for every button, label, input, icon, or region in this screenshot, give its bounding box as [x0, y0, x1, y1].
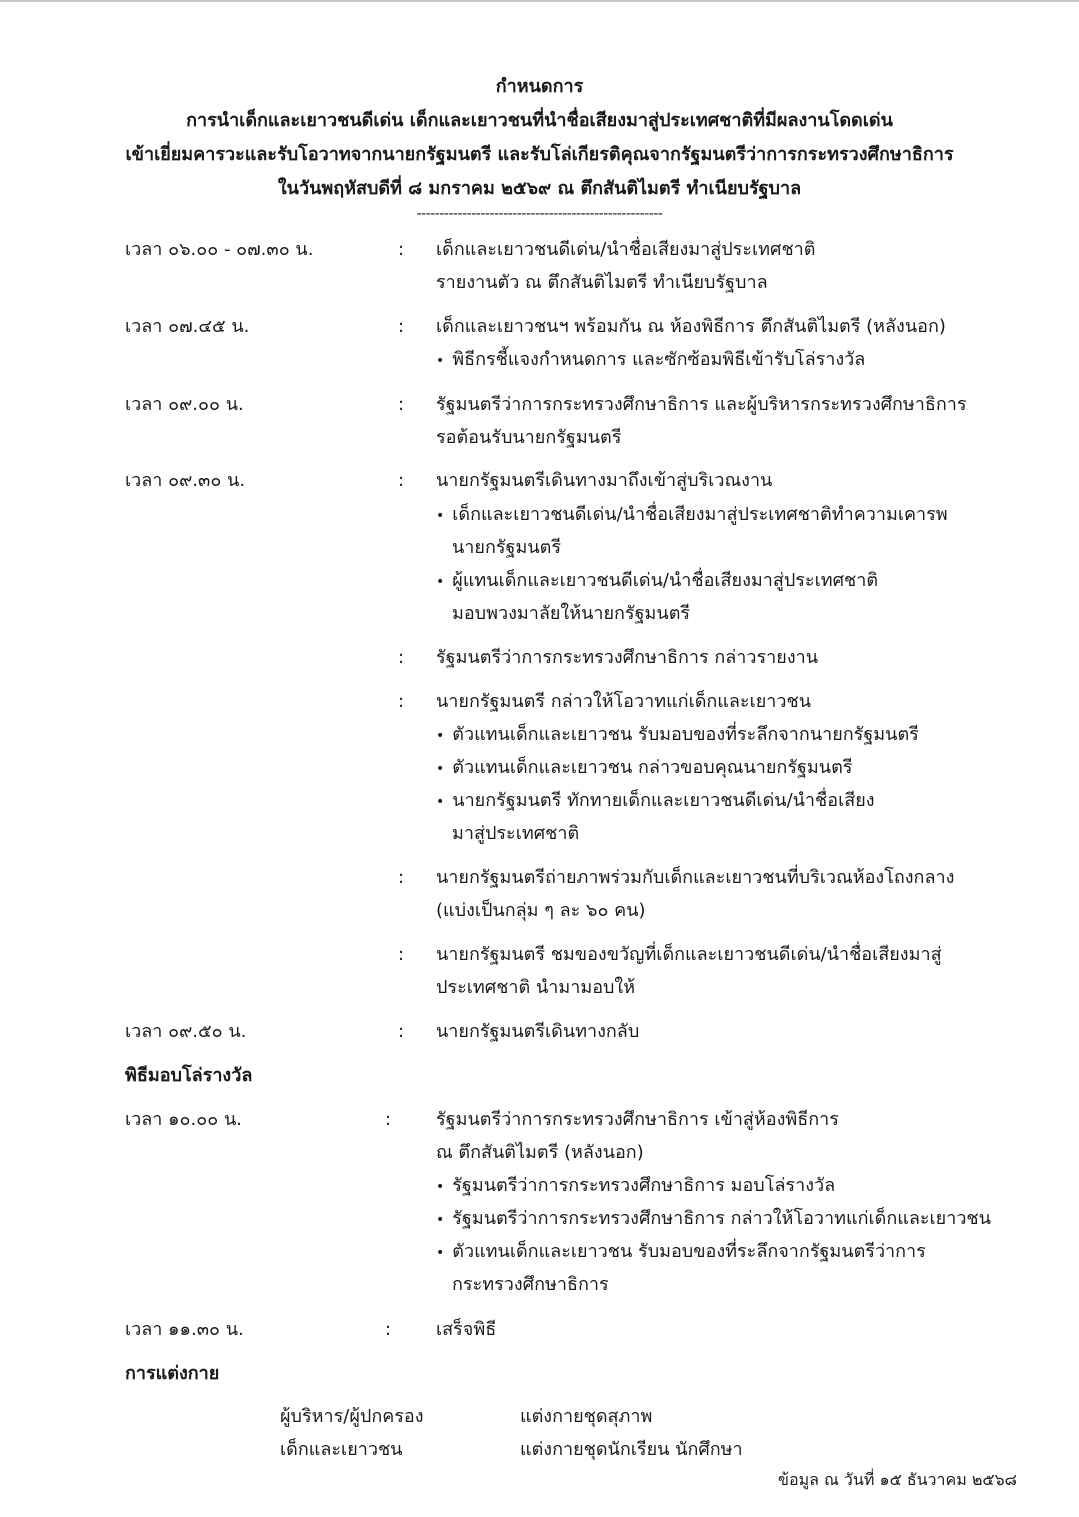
bullet: •	[436, 574, 445, 590]
section-heading: พิธีมอบโล่รางวัล	[125, 1065, 253, 1086]
colon: :	[385, 1319, 392, 1340]
agenda-bullet-item	[436, 1174, 835, 1199]
colon: :	[398, 394, 405, 415]
agenda-text: นายกรัฐมนตรีเดินทางกลับ	[436, 1021, 640, 1042]
schedule-title: กำหนดการ	[495, 76, 584, 97]
agenda-text: เด็กและเยาวชนดีเด่น/นำชื่อเสียงมาสู่ประเทศชาติ	[436, 239, 816, 260]
agenda-bullet-item	[436, 756, 852, 781]
agenda-text: รอต้อนรับนายกรัฐมนตรี	[436, 427, 622, 448]
dress-role: เด็กและเยาวชน	[280, 1439, 403, 1460]
agenda-text: รัฐมนตรีว่าการกระทรวงศึกษาธิการ เข้าสู่ห้องพิธีการ	[436, 1109, 839, 1130]
bullet: •	[436, 1245, 445, 1261]
bullet-text: เด็กและเยาวชนดีเด่น/นำชื่อเสียงมาสู่ประเทศชาติทำความเคารพ	[452, 504, 948, 525]
bullet-text: ตัวแทนเด็กและเยาวชน กล่าวขอบคุณนายกรัฐมนตรี	[452, 757, 853, 778]
agenda-text: นายกรัฐมนตรี ชมของขวัญที่เด็กและเยาวชนดีเด่น/นำชื่อเสียงมาสู่	[436, 944, 942, 965]
dress-role: ผู้บริหาร/ผู้ปกครอง	[280, 1406, 424, 1427]
bullet-continuation: มาสู่ประเทศชาติ	[452, 823, 580, 844]
agenda-text: ณ ตึกสันติไมตรี (หลังนอก)	[436, 1142, 644, 1163]
agenda-bullet-item	[436, 789, 875, 814]
agenda-bullet-item	[436, 348, 865, 373]
bullet-text: รัฐมนตรีว่าการกระทรวงศึกษาธิการ กล่าวให้โอวาทแก่เด็กและเยาวชน	[452, 1208, 991, 1229]
dress-attire: แต่งกายชุดสุภาพ	[520, 1406, 653, 1427]
agenda-text: รายงานตัว ณ ตึกสันติไมตรี ทำเนียบรัฐบาล	[436, 272, 768, 293]
bullet: •	[436, 1212, 445, 1228]
event-title-line-2: เข้าเยี่ยมคารวะและรับโอวาทจากนายกรัฐมนตรี และรับโล่เกียรติคุณจากรัฐมนตรีว่าการกระทรวงศึกษาธิการ	[125, 144, 954, 165]
bullet: •	[436, 761, 445, 777]
bullet: •	[436, 508, 445, 524]
agenda-bullet-item	[436, 1240, 926, 1265]
data-as-of-note: ข้อมูล ณ วันที่ ๑๕ ธันวาคม ๒๕๖๘	[778, 1470, 1017, 1489]
agenda-text: นายกรัฐมนตรี กล่าวให้โอวาทแก่เด็กและเยาวชน	[436, 691, 812, 712]
bullet-continuation: นายกรัฐมนตรี	[452, 537, 561, 558]
agenda-bullet-item	[436, 723, 919, 748]
bullet-text: พิธีกรชี้แจงกำหนดการ และซักซ้อมพิธีเข้ารับโล่รางวัล	[452, 349, 866, 370]
event-title-line-1: การนำเด็กและเยาวชนดีเด่น เด็กและเยาวชนที่นำชื่อเสียงมาสู่ประเทศชาติที่มีผลงานโดดเด่น	[186, 110, 893, 131]
bullet: •	[436, 794, 445, 810]
colon: :	[398, 647, 405, 668]
header-divider: ------------------------------------------------------	[416, 206, 663, 222]
bullet-continuation: มอบพวงมาลัยให้นายกรัฐมนตรี	[452, 603, 691, 624]
time-label: เวลา ๑๐.๐๐ น.	[125, 1109, 242, 1130]
colon: :	[398, 691, 405, 712]
document-header	[0, 70, 1079, 222]
time-label: เวลา ๐๙.๓๐ น.	[125, 470, 246, 491]
bullet-text: ตัวแทนเด็กและเยาวชน รับมอบของที่ระลึกจากนายกรัฐมนตรี	[452, 724, 919, 745]
agenda-text: นายกรัฐมนตรีเดินทางมาถึงเข้าสู่บริเวณงาน	[436, 470, 773, 491]
agenda-bullet-item	[436, 1207, 991, 1232]
colon: :	[398, 470, 405, 491]
agenda-text: ประเทศชาติ นำมามอบให้	[436, 977, 636, 998]
time-label: เวลา ๐๗.๔๕ น.	[125, 316, 250, 337]
bullet: •	[436, 353, 445, 369]
bullet-text: ตัวแทนเด็กและเยาวชน รับมอบของที่ระลึกจากรัฐมนตรีว่าการ	[452, 1241, 926, 1262]
agenda-text: เด็กและเยาวชนฯ พร้อมกัน ณ ห้องพิธีการ ตึกสันติไมตรี (หลังนอก)	[436, 316, 946, 337]
bullet-text: รัฐมนตรีว่าการกระทรวงศึกษาธิการ มอบโล่รางวัล	[452, 1175, 836, 1196]
bullet-text: นายกรัฐมนตรี ทักทายเด็กและเยาวชนดีเด่น/นำชื่อเสียง	[452, 790, 875, 811]
event-date-venue: ในวันพฤหัสบดีที่ ๘ มกราคม ๒๕๖๙ ณ ตึกสันติไมตรี ทำเนียบรัฐบาล	[277, 178, 802, 199]
agenda-bullet-item	[436, 569, 878, 594]
agenda-text: เสร็จพิธี	[436, 1319, 497, 1340]
agenda-bullet-item	[436, 503, 948, 528]
colon: :	[398, 239, 405, 260]
colon: :	[385, 1109, 392, 1130]
time-label: เวลา ๐๖.๐๐ - ๐๗.๓๐ น.	[125, 239, 314, 260]
time-label: เวลา ๐๙.๕๐ น.	[125, 1021, 247, 1042]
time-label: เวลา ๐๙.๐๐ น.	[125, 394, 244, 415]
colon: :	[398, 944, 405, 965]
colon: :	[398, 1021, 405, 1042]
colon: :	[398, 867, 405, 888]
bullet-text: ผู้แทนเด็กและเยาวชนดีเด่น/นำชื่อเสียงมาสู่ประเทศชาติ	[452, 570, 879, 591]
agenda-text: รัฐมนตรีว่าการกระทรวงศึกษาธิการ กล่าวรายงาน	[436, 647, 819, 668]
agenda-text: (แบ่งเป็นกลุ่ม ๆ ละ ๖๐ คน)	[436, 900, 646, 921]
colon: :	[398, 316, 405, 337]
bullet: •	[436, 1179, 445, 1195]
time-label: เวลา ๑๑.๓๐ น.	[125, 1319, 244, 1340]
bullet-continuation: กระทรวงศึกษาธิการ	[452, 1274, 609, 1295]
agenda-text: รัฐมนตรีว่าการกระทรวงศึกษาธิการ และผู้บริหารกระทรวงศึกษาธิการ	[436, 394, 967, 415]
agenda-text: นายกรัฐมนตรีถ่ายภาพร่วมกับเด็กและเยาวชนที่บริเวณห้องโถงกลาง	[436, 867, 955, 888]
bullet: •	[436, 728, 445, 744]
dress-attire: แต่งกายชุดนักเรียน นักศึกษา	[520, 1439, 743, 1460]
section-heading: การแต่งกาย	[125, 1363, 220, 1384]
top-border	[0, 0, 1079, 2]
